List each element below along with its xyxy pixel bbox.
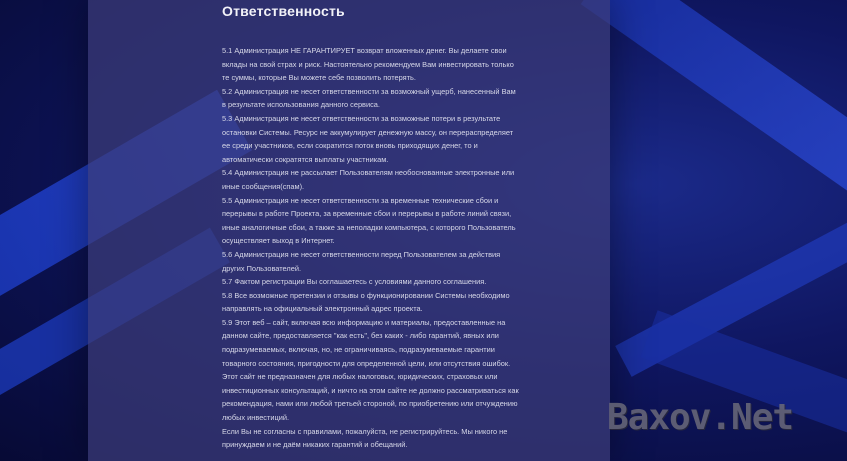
terms-item-5-8: 5.8 Все возможные претензии и отзывы о функционировании Системы необходимо направлять на официальный электронный адрес проекта. xyxy=(222,290,510,314)
terms-item-5-1: 5.1 Администрация НЕ ГАРАНТИРУЕТ возврат вложенных денег. Вы делаете свои вклады на свой страх и риск. Настоятельно рекомендуем Вам инвестировать только те суммы, которые Вы можете себе позволить потерять. xyxy=(222,46,514,83)
terms-item-5-7: 5.7 Фактом регистрации Вы соглашаетесь с условиями данного соглашения. xyxy=(222,277,487,287)
watermark-logo: Baxov.Net xyxy=(607,397,794,438)
terms-list xyxy=(222,44,552,452)
terms-item-5-4: 5.4 Администрация не рассылает Пользователям необоснованные электронные или иные сообщения(спам). xyxy=(222,168,515,191)
terms-item-5-3: 5.3 Администрация не несет ответственности за возможные потери в результате остановки Системы. Ресурс не аккумулирует денежную массу, он перераспределяет ее среди участников, если сократится поток вновь приходящих денег, то и автоматически сократятся выплаты участникам. xyxy=(222,113,514,164)
terms-item-5-9: 5.9 Этот веб – сайт, включая всю информацию и материалы, предоставленные на данном сайте, предоставляется "как есть", без каких - либо гарантий, явных или подразумеваемых, включая, но, не ограничиваясь, подразумеваемые гарантии товарного состояния, пригодности для определенной цели, или отсутствия ошибок. Этот сайт не предназначен для любых налоговых, юридических, страховых или инвестиционных консультаций, и ничто на этом сайте не должно рассматриваться как рекомендация, нами или любой третьей стороной, по приобретению или отчуждению любых инвестиций. xyxy=(222,317,519,423)
terms-closing-note: Если Вы не согласны с правилами, пожалуйста, не регистрируйтесь. Мы никого не принуждаем и не даём никаких гарантий и обещаний. xyxy=(222,426,508,450)
section-title: Ответственность xyxy=(222,3,345,19)
terms-item-5-5: 5.5 Администрация не несет ответственности за временные технические сбои и перерывы в работе Проекта, за временные сбои и перерывы в работе линий связи, иные аналогичные сбои, а также за неполадки компьютера, с которого Пользователь осуществляет выход в Интернет. xyxy=(222,195,516,246)
background-stripe xyxy=(581,0,847,245)
terms-item-5-2: 5.2 Администрация не несет ответственности за возможный ущерб, нанесенный Вам в результате использования данного сервиса. xyxy=(222,86,516,110)
terms-item-5-6: 5.6 Администрация не несет ответственности перед Пользователем за действия других Пользователей. xyxy=(222,249,501,273)
